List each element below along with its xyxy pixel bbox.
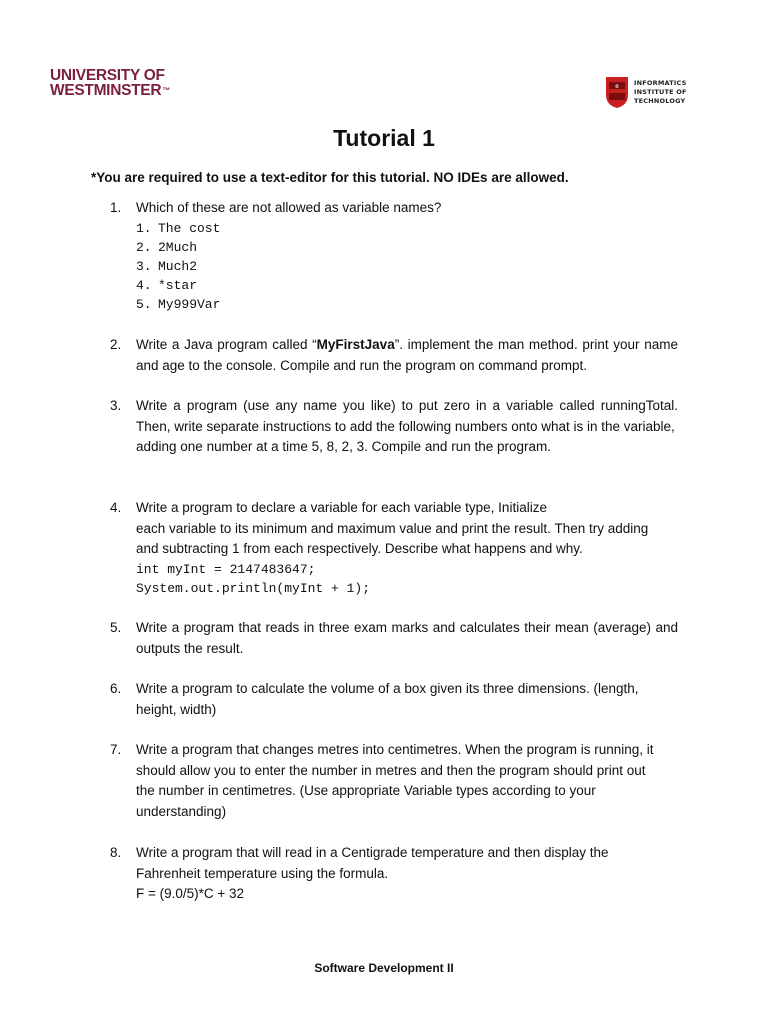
question-number: 1. — [110, 200, 122, 215]
question-2 — [110, 335, 678, 376]
university-of-westminster-logo — [50, 68, 170, 98]
question-line: Write a program to calculate the volume of a box given its three dimensions. (length, — [136, 681, 639, 696]
question-8 — [110, 843, 678, 905]
program-name: MyFirstJava — [316, 337, 395, 352]
iit-line-2: INSTITUTE OF — [634, 87, 687, 96]
question-6 — [110, 679, 678, 720]
formula-line: F = (9.0/5)*C + 32 — [136, 886, 245, 901]
code-line: int myInt = 2147483647; — [136, 561, 316, 577]
question-line: and subtracting 1 from each respectively. Describe what happens and why. — [136, 541, 583, 556]
question-1 — [110, 198, 678, 315]
svg-text:ꕕ: ꕕ — [615, 84, 619, 90]
option-item: 2. 2Much — [136, 239, 198, 255]
question-text: Which of these are not allowed as variable names? — [136, 200, 442, 215]
question-number: 2. — [110, 337, 122, 352]
question-4 — [110, 498, 678, 598]
option-item: 4. *star — [136, 278, 198, 294]
logo-line-1: UNIVERSITY OF — [50, 67, 165, 84]
iit-line-3: TECHNOLOGY — [634, 96, 686, 105]
question-line: each variable to its minimum and maximum value and print the result. Then try adding — [136, 520, 649, 536]
question-number: 7. — [110, 742, 122, 757]
question-number: 4. — [110, 500, 122, 515]
option-item: 1. The cost — [136, 220, 221, 236]
question-3 — [110, 396, 678, 458]
iit-line-1: INFORMATICS — [634, 78, 687, 87]
question-text: Write a program that reads in three exam marks and calculates their mean (average) and outputs the result. — [136, 620, 678, 656]
question-text-continued: adding one number at a time 5, 8, 2, 3. Compile and run the program. — [136, 439, 551, 454]
question-7 — [110, 740, 678, 822]
question-5 — [110, 618, 678, 659]
iit-logo-text — [634, 79, 687, 106]
question-number: 8. — [110, 845, 122, 860]
question-text: Write a program (use any name you like) to put zero in a variable called runningTotal. Then, write separate instructions to add the following numbers onto what is in the variable, — [136, 398, 678, 434]
instruction-note: *You are required to use a text-editor for this tutorial. NO IDEs are allowed. — [91, 170, 569, 185]
question-number: 5. — [110, 620, 122, 635]
question-line: Fahrenheit temperature using the formula. — [136, 865, 389, 881]
question-number: 3. — [110, 398, 122, 413]
question-line: the number in centimetres. (Use appropriate Variable types according to your — [136, 783, 596, 798]
question-text: Write a Java program called “MyFirstJava”. implement the man method. print your name and age to the console. Compile and run the program on command prompt. — [136, 337, 678, 373]
logo-line-2: WESTMINSTER™ — [50, 82, 170, 99]
question-line: Write a program that will read in a Centigrade temperature and then display the — [136, 845, 609, 860]
iit-logo — [604, 66, 687, 118]
question-line: Write a program that changes metres into centimetres. When the program is running, it — [136, 742, 654, 757]
code-line: System.out.println(myInt + 1); — [136, 580, 371, 596]
iit-emblem-icon — [604, 75, 630, 109]
page-footer: Software Development II — [314, 961, 454, 975]
logo-mark: ™ — [162, 86, 170, 95]
option-item: 3. Much2 — [136, 258, 198, 274]
question-line: should allow you to enter the number in metres and then the program should print out — [136, 762, 646, 778]
page-title: Tutorial 1 — [333, 125, 435, 151]
option-item: 5. My999Var — [136, 297, 221, 313]
question-line: understanding) — [136, 803, 227, 819]
question-line: height, width) — [136, 701, 217, 717]
question-line: Write a program to declare a variable for each variable type, Initialize — [136, 500, 547, 515]
question-number: 6. — [110, 681, 122, 696]
